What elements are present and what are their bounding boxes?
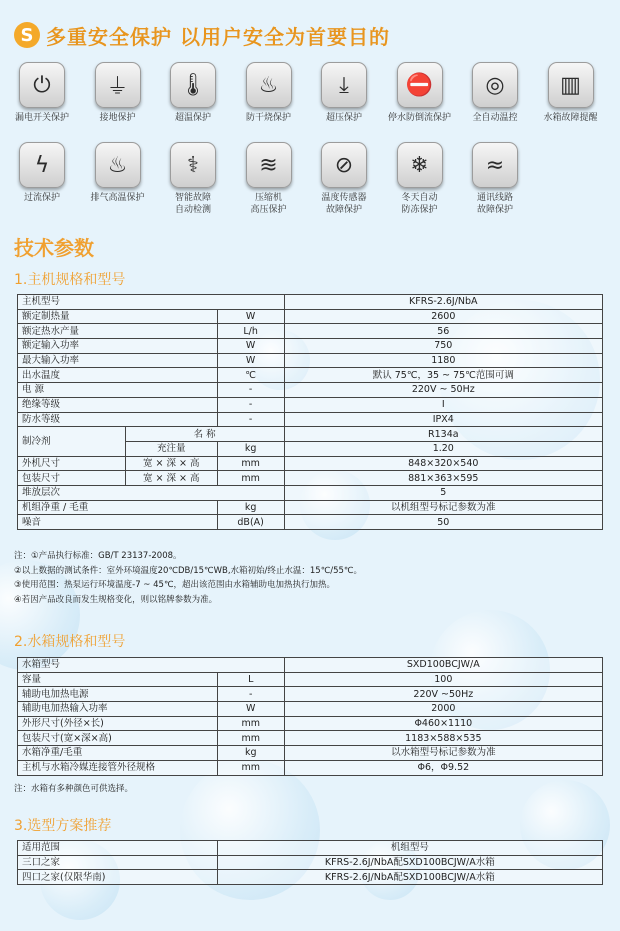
table-cell: 881×363×595 <box>284 471 602 486</box>
table-cell: 1183×588×535 <box>284 731 602 746</box>
table-cell: 宽 × 深 × 高 <box>125 471 217 486</box>
table-row <box>18 702 603 717</box>
snowflake-icon: ❄ <box>397 142 443 188</box>
table-cell: 四口之家(仅限华南) <box>18 870 218 885</box>
table-cell: W <box>217 339 284 354</box>
table-cell: 1180 <box>284 353 602 368</box>
table-cell: 220V ~50Hz <box>284 687 602 702</box>
selection-table <box>17 840 603 885</box>
table-cell: 外形尺寸(外径×长) <box>18 716 218 731</box>
table-row <box>18 368 603 383</box>
table-cell: - <box>217 412 284 427</box>
protection-label: 漏电开关保护 <box>14 113 69 123</box>
table-row <box>18 485 603 500</box>
table-row <box>18 855 603 870</box>
auto-temp-icon: ◎ <box>472 62 518 108</box>
note-line: ②以上数据的测试条件：室外环境温度20℃DB/15℃WB,水箱初始/终止水温：15℃/55℃。 <box>14 565 362 576</box>
leakage-icon: ⏻ <box>19 62 65 108</box>
protection-item <box>4 142 80 204</box>
table-cell: mm <box>217 716 284 731</box>
sensor-fault-icon: ⊘ <box>321 142 367 188</box>
table-cell: 名 称 <box>125 427 284 442</box>
table-cell: 制冷剂 <box>18 427 126 456</box>
table-cell: 电 源 <box>18 383 218 398</box>
table-cell: 水箱净重/毛重 <box>18 746 218 761</box>
table-row <box>18 397 603 412</box>
table-cell: 额定制热量 <box>18 309 218 324</box>
protection-label: 超压保护 <box>325 113 362 123</box>
table-cell: 充注量 <box>125 441 217 456</box>
protection-item <box>4 62 80 124</box>
table-cell: kg <box>217 500 284 515</box>
table-row <box>18 731 603 746</box>
protection-label: 温度传感器 故障保护 <box>321 193 367 215</box>
table-cell: SXD100BCJW/A <box>284 658 602 673</box>
table-cell: 以水箱型号标记参数为准 <box>284 746 602 761</box>
note-line: 注：①产品执行标准：GB/T 23137-2008。 <box>14 551 182 561</box>
table-row <box>18 716 603 731</box>
table-cell: 100 <box>284 672 602 687</box>
protection-item <box>155 62 231 124</box>
table-cell: 三口之家 <box>18 855 218 870</box>
protection-label: 压缩机 高压保护 <box>250 193 287 215</box>
table-row <box>18 353 603 368</box>
table-cell: 2600 <box>284 309 602 324</box>
table-cell: 2000 <box>284 702 602 717</box>
protection-item <box>231 62 307 124</box>
page-title: 多重安全保护 以用户安全为首要目的 <box>46 24 390 49</box>
table-row <box>18 456 603 471</box>
table-cell: ℃ <box>217 368 284 383</box>
table-row <box>18 746 603 761</box>
ground-icon: ⏚ <box>95 62 141 108</box>
table-row <box>18 841 603 856</box>
exhaust-icon: ♨ <box>95 142 141 188</box>
protection-item <box>155 142 231 216</box>
page-header <box>14 20 390 50</box>
protection-label: 水箱故障提醒 <box>543 113 598 123</box>
table-cell: 外机尺寸 <box>18 456 126 471</box>
table-row <box>18 427 603 442</box>
protection-label: 冬天自动 防冻保护 <box>401 193 438 215</box>
wifi-icon: ≈ <box>472 142 518 188</box>
table-cell: 包装尺寸 <box>18 471 126 486</box>
table-cell: 水箱型号 <box>18 658 285 673</box>
table-cell: mm <box>217 731 284 746</box>
dry-burn-icon: ♨ <box>246 62 292 108</box>
host-spec-table <box>17 294 603 530</box>
table-cell: 750 <box>284 339 602 354</box>
table-cell: 辅助电加热电源 <box>18 687 218 702</box>
pressure-down-icon: ⤓ <box>321 62 367 108</box>
table-cell: mm <box>217 471 284 486</box>
table-row <box>18 383 603 398</box>
table-cell: 56 <box>284 324 602 339</box>
protection-label: 接地保护 <box>99 113 136 123</box>
protection-label: 智能故障 自动检测 <box>174 193 211 215</box>
note-line: ④若因产品改良而发生规格变化，则以铭牌参数为准。 <box>14 594 218 605</box>
table-cell: W <box>217 353 284 368</box>
protection-item <box>382 142 458 216</box>
protection-label: 全自动温控 <box>472 113 518 123</box>
table-cell: KFRS-2.6J/NbA配SXD100BCJW/A水箱 <box>217 870 602 885</box>
table-cell: 220V ~ 50Hz <box>284 383 602 398</box>
protection-label: 停水防倒流保护 <box>387 113 451 123</box>
table-cell: W <box>217 702 284 717</box>
table-cell: 最大输入功率 <box>18 353 218 368</box>
table-cell: - <box>217 397 284 412</box>
table-row <box>18 870 603 885</box>
tank-fault-icon: ▥ <box>548 62 594 108</box>
table-cell: Φ460×1110 <box>284 716 602 731</box>
table-cell: 机组型号 <box>217 841 602 856</box>
backflow-icon: ⛔ <box>397 62 443 108</box>
host-notes <box>14 549 362 607</box>
table-cell: R134a <box>284 427 602 442</box>
table-cell: mm <box>217 760 284 775</box>
table-cell: kg <box>217 746 284 761</box>
table-row <box>18 658 603 673</box>
table-cell: 50 <box>284 515 602 530</box>
table-cell: 堆放层次 <box>18 485 285 500</box>
section-title-host: 1.主机规格和型号 <box>14 272 126 288</box>
table-row <box>18 687 603 702</box>
stethoscope-icon: ⚕ <box>170 142 216 188</box>
protection-label: 超温保护 <box>174 113 211 123</box>
table-cell: L/h <box>217 324 284 339</box>
table-row <box>18 309 603 324</box>
table-cell: 额定热水产量 <box>18 324 218 339</box>
protection-item <box>80 142 156 204</box>
table-cell: 辅助电加热输入功率 <box>18 702 218 717</box>
protection-item <box>231 142 307 216</box>
table-cell: IPX4 <box>284 412 602 427</box>
table-cell: KFRS-2.6J/NbA <box>284 295 602 310</box>
table-cell: mm <box>217 456 284 471</box>
thermometer-shield-icon: 🌡 <box>170 62 216 108</box>
protection-item <box>457 142 533 216</box>
table-cell: 机组净重 / 毛重 <box>18 500 218 515</box>
section-title-selection: 3.选型方案推荐 <box>14 818 112 834</box>
table-cell: Φ6，Φ9.52 <box>284 760 602 775</box>
table-cell: 1.20 <box>284 441 602 456</box>
table-row <box>18 760 603 775</box>
table-cell: 适用范围 <box>18 841 218 856</box>
table-cell: 默认 75℃，35 ~ 75℃范围可调 <box>284 368 602 383</box>
protection-item <box>80 62 156 124</box>
table-cell: I <box>284 397 602 412</box>
table-row <box>18 672 603 687</box>
table-cell: 以机组型号标记参数为准 <box>284 500 602 515</box>
protection-item <box>533 62 609 124</box>
table-cell: - <box>217 383 284 398</box>
table-row <box>18 412 603 427</box>
table-row <box>18 500 603 515</box>
table-cell: 防水等级 <box>18 412 218 427</box>
protection-item <box>382 62 458 124</box>
compressor-icon: ≋ <box>246 142 292 188</box>
table-row <box>18 339 603 354</box>
table-cell: 绝缘等级 <box>18 397 218 412</box>
table-row <box>18 295 603 310</box>
brand-logo-icon: S <box>14 22 40 48</box>
table-cell: 噪音 <box>18 515 218 530</box>
section-title-tank: 2.水箱规格和型号 <box>14 634 126 650</box>
table-row <box>18 471 603 486</box>
table-cell: - <box>217 687 284 702</box>
table-cell: kg <box>217 441 284 456</box>
table-cell: 包装尺寸(宽×深×高) <box>18 731 218 746</box>
protection-label: 通讯线路 故障保护 <box>476 193 513 215</box>
table-cell: dB(A) <box>217 515 284 530</box>
overcurrent-icon: ϟ <box>19 142 65 188</box>
table-cell: W <box>217 309 284 324</box>
table-cell: 额定输入功率 <box>18 339 218 354</box>
protection-item <box>457 62 533 124</box>
protection-label: 过流保护 <box>23 193 60 203</box>
table-cell: KFRS-2.6J/NbA配SXD100BCJW/A水箱 <box>217 855 602 870</box>
protection-label: 防干烧保护 <box>245 113 291 123</box>
table-cell: 主机与水箱冷媒连接管外径规格 <box>18 760 218 775</box>
table-cell: 出水温度 <box>18 368 218 383</box>
table-cell: 5 <box>284 485 602 500</box>
tank-spec-table <box>17 657 603 776</box>
note-line: ③使用范围：热泵运行环境温度-7 ~ 45℃，超出该范围由水箱辅助电加热执行加热。 <box>14 580 335 590</box>
table-cell: 宽 × 深 × 高 <box>125 456 217 471</box>
tank-note: 注：水箱有多种颜色可供选择。 <box>14 784 134 794</box>
table-row <box>18 515 603 530</box>
table-row <box>18 324 603 339</box>
table-cell: L <box>217 672 284 687</box>
protection-item <box>306 142 382 216</box>
protection-item <box>306 62 382 124</box>
table-cell: 848×320×540 <box>284 456 602 471</box>
protection-label: 排气高温保护 <box>90 193 145 203</box>
table-cell: 主机型号 <box>18 295 285 310</box>
section-title-tech-params: 技术参数 <box>14 236 94 260</box>
table-cell: 容量 <box>18 672 218 687</box>
